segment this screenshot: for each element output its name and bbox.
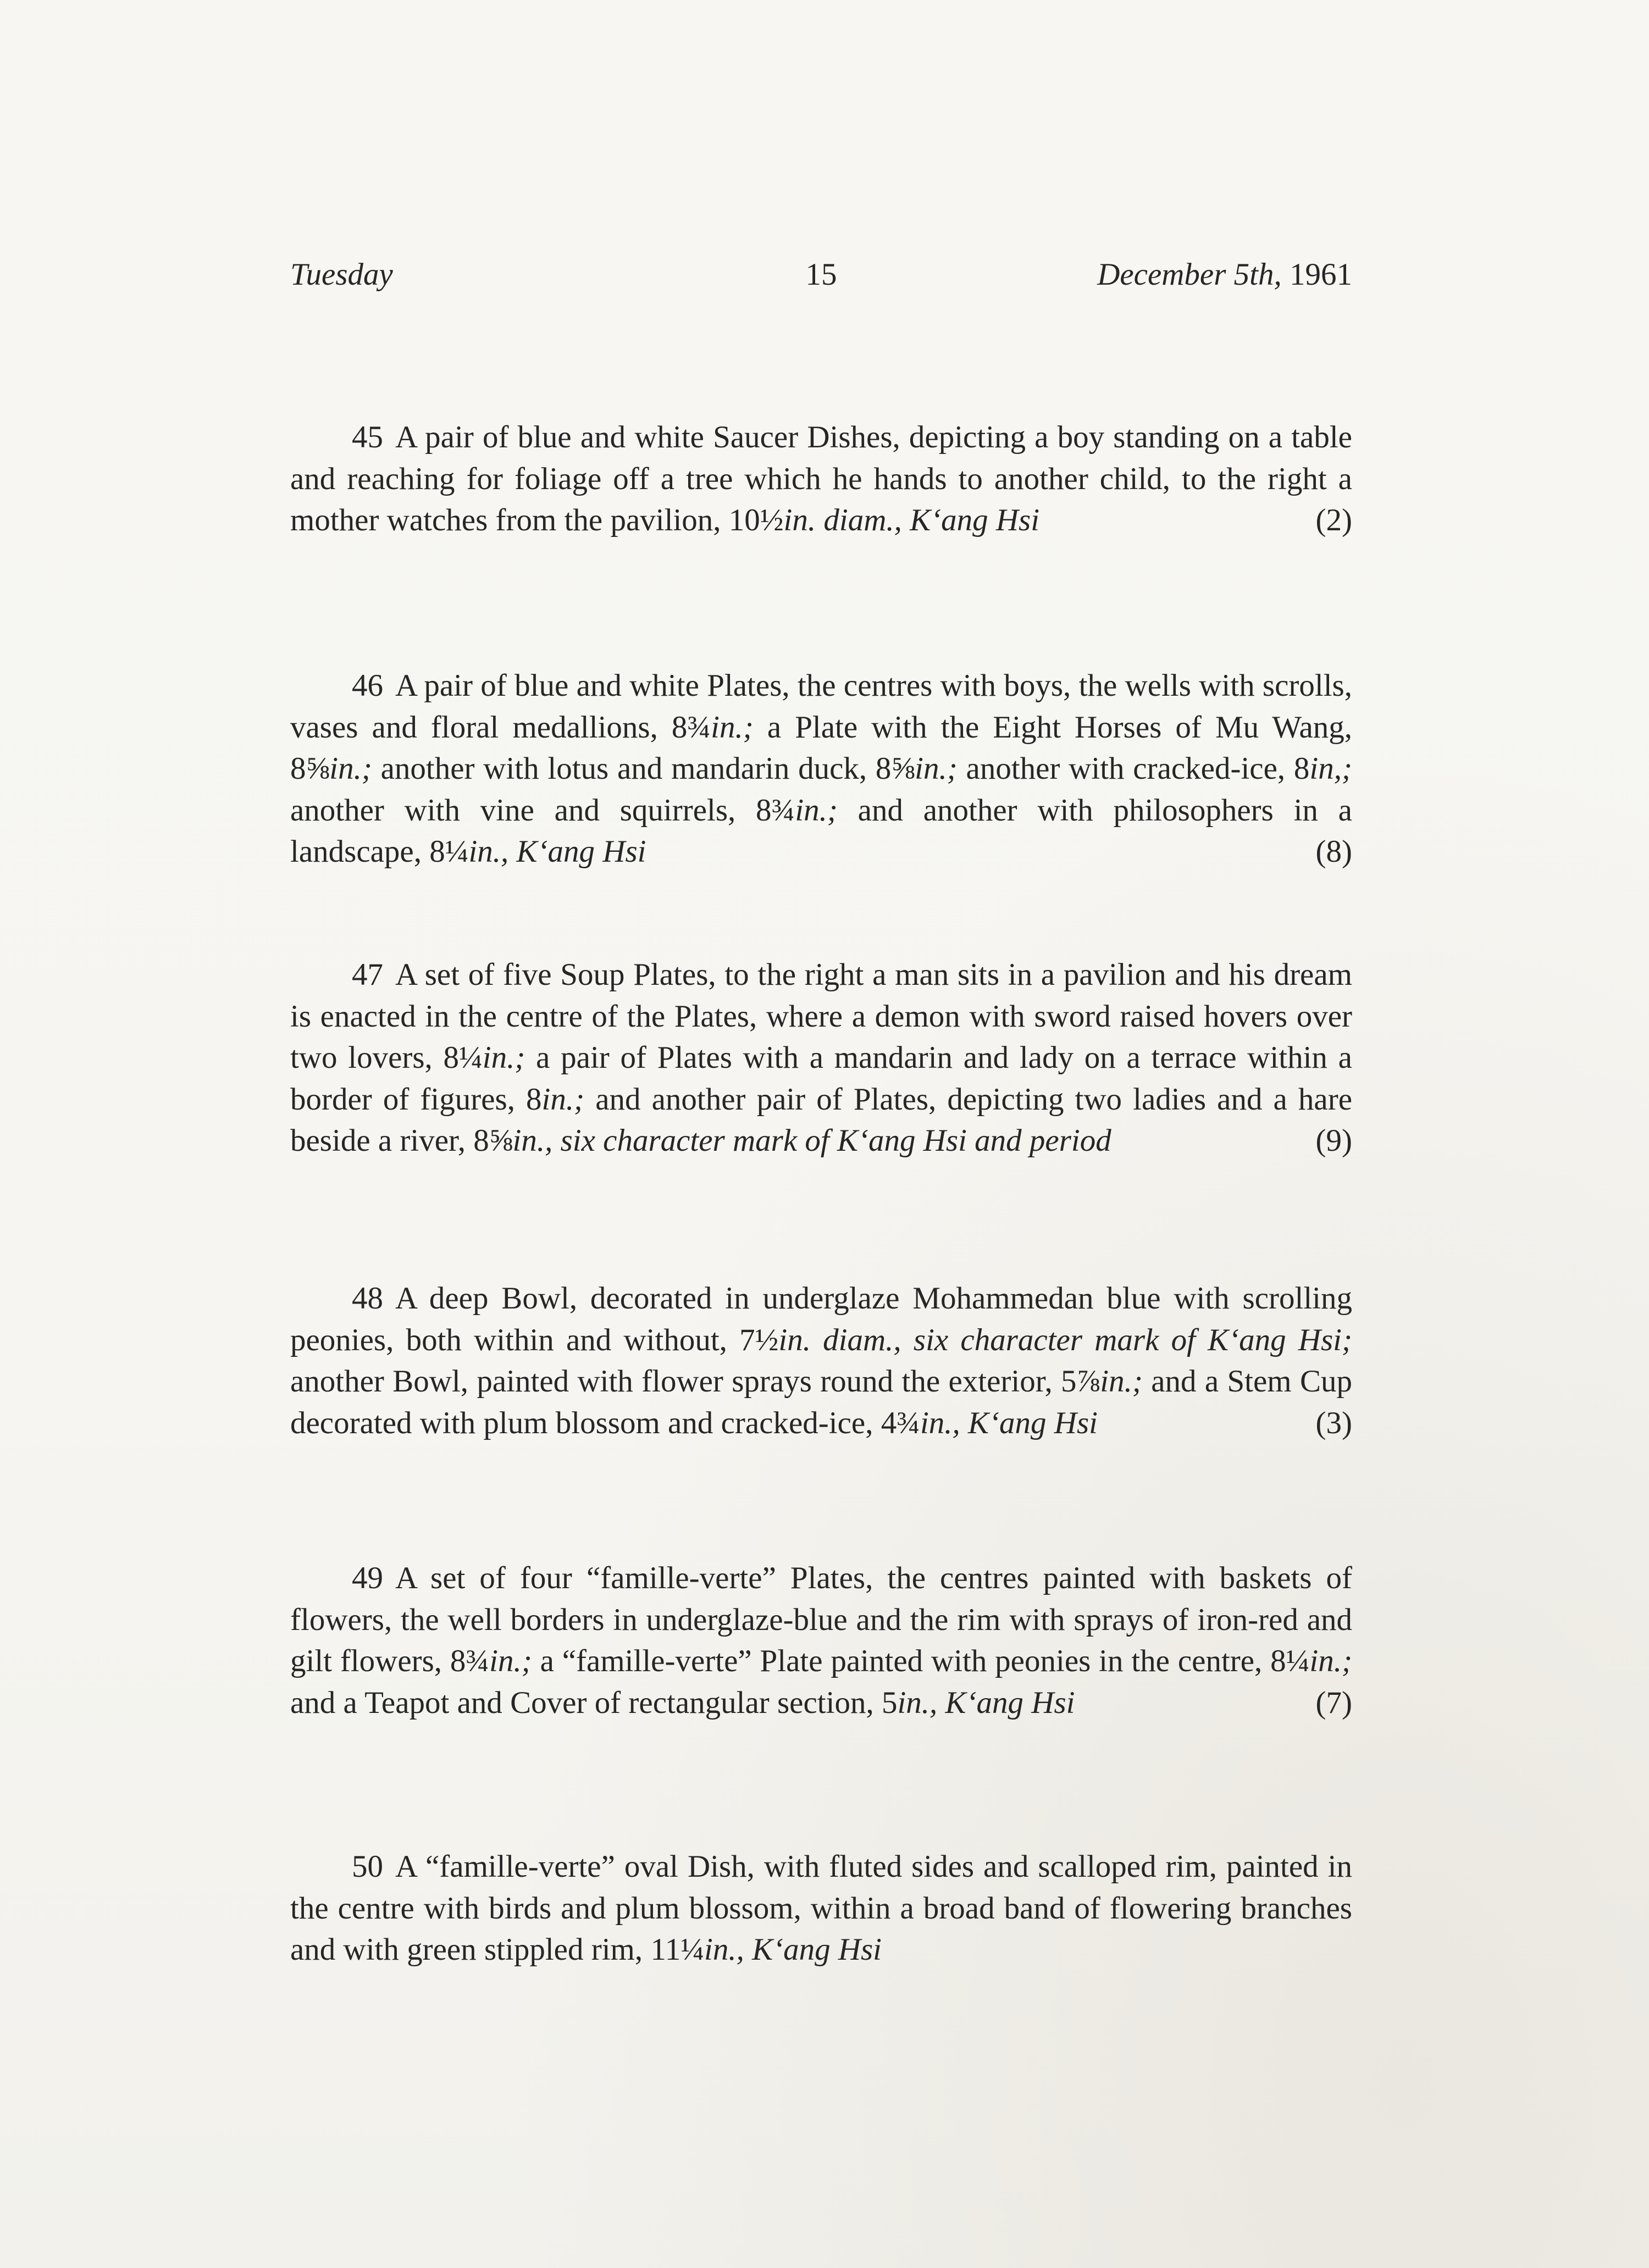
lot-description-part: and another with philosophers in a landscape, 8¼ (290, 792, 1352, 869)
lot-description-part: and a Stem Cup decorated with plum blossom and cracked-ice, 4¾ (290, 1364, 1352, 1440)
lot-description-part: A pair of blue and white Plates, the centres with boys, the wells with scrolls, vases and floral medallions, 8¾ (290, 668, 1352, 745)
lot-description-part: another Bowl, painted with flower sprays round the exterior, 5⅞ (290, 1364, 1100, 1399)
lot-dimension-unit: in.; (482, 1040, 525, 1075)
lot-number: 49 (352, 1561, 383, 1595)
lot-description-part: A set of four “famille-verte” Plates, the centres painted with baskets of flowers, the well borders in underglaze-blue and the rim with sprays of iron-red and gilt flowers, 8¾ (290, 1561, 1352, 1678)
lot-quantity: (9) (1315, 1123, 1352, 1158)
lot-number: 48 (352, 1281, 383, 1316)
lot-dimension-unit: in., K‘ang Hsi (704, 1932, 882, 1967)
page-header (290, 250, 1352, 300)
lot-dimension-unit: in.; (711, 709, 754, 745)
lot-dimensions: in. diam., K‘ang Hsi (783, 503, 1040, 537)
page-number: 15 (805, 257, 837, 292)
lot-dimension-unit: in.; (915, 751, 958, 786)
lot-description-part: another with vine and squirrels, 8¾ (290, 792, 795, 828)
lot-description-part: and another pair of Plates, depicting two ladies and a hare beside a river, 8⅝ (290, 1082, 1352, 1158)
lot-dimension-unit: in.; (541, 1082, 585, 1117)
lot-dimension-unit: in.; (795, 792, 838, 828)
lot-dimension-unit: in., K‘ang Hsi (468, 834, 646, 869)
lot-number: 46 (352, 668, 383, 703)
lot-dimension-unit: in,; (1309, 751, 1352, 786)
lot-quantity: (3) (1315, 1405, 1352, 1440)
lot-number: 50 (352, 1849, 383, 1884)
lot-description-part: and a Teapot and Cover of rectangular section, 5 (290, 1685, 898, 1720)
lot-description-part: a Plate with the Eight Horses of Mu Wang, 8⅝ (290, 709, 1352, 786)
lot-dimension-unit: in., K‘ang Hsi (920, 1405, 1098, 1440)
lot-50 (290, 1846, 1352, 1971)
lot-dimension-unit: in.; (1309, 1644, 1352, 1678)
lot-quantity: (7) (1315, 1685, 1352, 1720)
header-date-month-day: December 5 (1097, 257, 1250, 292)
lot-description-part: a pair of Plates with a mandarin and lady on a terrace within a border of figures, 8 (290, 1040, 1352, 1117)
lot-dimension-unit: in., K‘ang Hsi (897, 1685, 1075, 1720)
lot-number: 47 (352, 957, 383, 992)
header-day: Tuesday (290, 257, 393, 292)
lot-dimension-unit: in. diam., six character mark of K‘ang Hsi; (778, 1322, 1352, 1357)
lot-description: A pair of blue and white Saucer Dishes, depicting a boy standing on a table and reaching for foliage off a tree which he hands to another child, to the right a mother watches from the pavilion, 10½ (290, 420, 1352, 537)
lot-description-part: another with lotus and mandarin duck, 8⅝ (372, 751, 915, 786)
lot-description-part: A set of five Soup Plates, to the right a man sits in a pavilion and his dream is enacted in the centre of the Plates, where a demon with sword raised hovers over two lovers, 8¼ (290, 957, 1352, 1075)
lot-47 (290, 954, 1352, 1162)
lot-45 (290, 417, 1352, 541)
header-date (1097, 250, 1352, 300)
lot-48 (290, 1278, 1352, 1444)
lot-quantity: (8) (1315, 834, 1352, 869)
lot-description-part: a “famille-verte” Plate painted with peonies in the centre, 8¼ (532, 1644, 1310, 1678)
lot-dimension-unit: in., six character mark of K‘ang Hsi and period (512, 1123, 1111, 1158)
lot-number: 45 (352, 420, 383, 454)
lot-quantity: (2) (1315, 503, 1352, 537)
lot-description-part: A deep Bowl, decorated in underglaze Mohammedan blue with scrolling peonies, both within and without, 7½ (290, 1281, 1352, 1357)
lot-49 (290, 1557, 1352, 1723)
lot-46 (290, 665, 1352, 873)
lot-dimension-unit: in.; (1100, 1364, 1143, 1399)
lot-dimension-unit: in.; (329, 751, 372, 786)
lot-description-part: another with cracked-ice, 8 (957, 751, 1310, 786)
lot-dimension-unit: in.; (489, 1644, 532, 1678)
lot-description-part: A “famille-verte” oval Dish, with fluted sides and scalloped rim, painted in the centre with birds and plum blossom, within a broad band of flowering branches and with green stippled rim, 11¼ (290, 1849, 1352, 1967)
header-date-year: 1961 (1281, 257, 1352, 292)
header-date-suffix: th, (1249, 257, 1282, 292)
